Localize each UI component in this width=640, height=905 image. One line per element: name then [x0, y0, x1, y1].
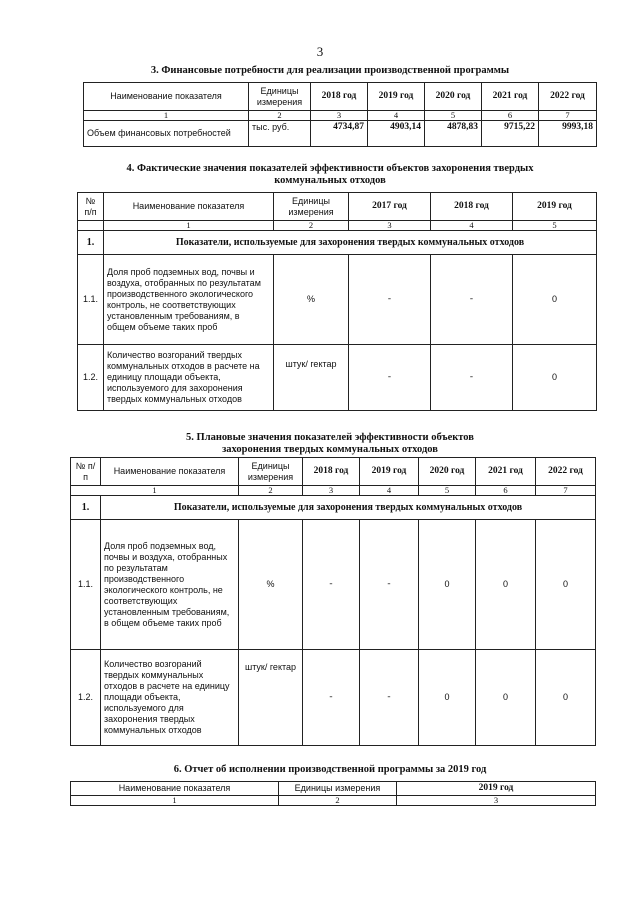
index-cell: 5 [425, 111, 482, 121]
value-cell: 0 [419, 650, 476, 746]
value-cell: - [360, 650, 419, 746]
index-cell: 5 [513, 221, 597, 231]
value-cell: - [360, 520, 419, 650]
index-cell: 1 [71, 796, 279, 806]
value-cell: 0 [536, 650, 596, 746]
row-unit: штук/ гектар [239, 650, 303, 746]
value-cell: 0 [513, 255, 597, 345]
index-cell: 6 [482, 111, 539, 121]
row-unit: тыс. руб. [249, 121, 311, 147]
header-name: Наименование показателя [84, 83, 249, 111]
row-number: 1.2. [71, 650, 101, 746]
index-cell: 1 [84, 111, 249, 121]
section-4-title-line1: 4. Фактические значения показателей эффективности объектов захоронения твердых [126, 163, 534, 174]
value-cell: 0 [513, 345, 597, 411]
index-cell: 2 [239, 486, 303, 496]
row-name: Количество возгораний твердых коммунальных отходов в расчете на единицу площади объекта, используемого для захоронения твердых коммунальных отходов [104, 345, 274, 411]
index-cell: 3 [303, 486, 360, 496]
section-3-title: 3. Финансовые потребности для реализации производственной программы [150, 65, 510, 76]
row-name: Объем финансовых потребностей [84, 121, 249, 147]
group-number: 1. [78, 231, 104, 255]
value-cell: - [303, 520, 360, 650]
header-year: 2018 год [431, 193, 513, 221]
header-year: 2021 год [476, 458, 536, 486]
index-cell: 3 [349, 221, 431, 231]
value-cell: 4878,83 [425, 121, 482, 147]
group-label: Показатели, используемые для захоронения твердых коммунальных отходов [101, 496, 596, 520]
header-year: 2021 год [482, 83, 539, 111]
header-year: 2017 год [349, 193, 431, 221]
index-cell: 6 [476, 486, 536, 496]
header-year: 2019 год [368, 83, 425, 111]
index-cell: 1 [71, 486, 239, 496]
index-cell: 1 [104, 221, 274, 231]
program-report-table [70, 781, 596, 806]
row-name: Количество возгораний твердых коммунальных отходов в расчете на единицу площади объекта, используемого для захоронения твердых коммунальных отходов [101, 650, 239, 746]
header-unit: Единицы измерения [274, 193, 349, 221]
value-cell: 0 [419, 520, 476, 650]
header-year: 2018 год [303, 458, 360, 486]
row-number: 1.1. [71, 520, 101, 650]
value-cell: 0 [536, 520, 596, 650]
row-name: Доля проб подземных вод, почвы и воздуха, отобранных по результатам производственного экологического контроль, не соответствующих установленным требованиям, в общем объеме таких проб [104, 255, 274, 345]
index-cell: 2 [274, 221, 349, 231]
value-cell: - [431, 345, 513, 411]
value-cell: - [349, 345, 431, 411]
section-5-title-line1: 5. Плановые значения показателей эффективности объектов [186, 432, 474, 443]
planned-indicators-table [70, 457, 596, 746]
header-unit: Единицы измерения [249, 83, 311, 111]
header-name: Наименование показателя [104, 193, 274, 221]
index-cell: 5 [419, 486, 476, 496]
header-year: 2022 год [536, 458, 596, 486]
header-year: 2019 год [513, 193, 597, 221]
header-year: 2018 год [311, 83, 368, 111]
financial-needs-table [83, 82, 597, 147]
value-cell: 4734,87 [311, 121, 368, 147]
header-year: 2020 год [419, 458, 476, 486]
value-cell: - [349, 255, 431, 345]
index-cell: 2 [279, 796, 397, 806]
header-name: Наименование показателя [71, 782, 279, 796]
index-cell: 4 [360, 486, 419, 496]
group-number: 1. [71, 496, 101, 520]
index-cell: 4 [431, 221, 513, 231]
value-cell: 0 [476, 650, 536, 746]
header-number: № п/п [78, 193, 104, 221]
page-number: 3 [316, 44, 324, 59]
row-unit: % [274, 255, 349, 345]
index-cell: 2 [249, 111, 311, 121]
index-cell: 7 [539, 111, 597, 121]
actual-indicators-table [77, 192, 597, 411]
header-year: 2019 год [397, 782, 596, 796]
value-cell: 0 [476, 520, 536, 650]
index-spacer [78, 221, 104, 231]
header-unit: Единицы измерения [279, 782, 397, 796]
row-name: Доля проб подземных вод, почвы и воздуха, отобранных по результатам производственного экологического контроль, не соответствующих установленным требованиям, в общем объеме таких проб [101, 520, 239, 650]
header-year: 2020 год [425, 83, 482, 111]
index-cell: 3 [311, 111, 368, 121]
value-cell: 9715,22 [482, 121, 539, 147]
row-unit: штук/ гектар [274, 345, 349, 411]
header-year: 2019 год [360, 458, 419, 486]
value-cell: - [303, 650, 360, 746]
group-label: Показатели, используемые для захоронения твердых коммунальных отходов [104, 231, 597, 255]
header-number: № п/п [71, 458, 101, 486]
section-6-title: 6. Отчет об исполнении производственной программы за 2019 год [173, 764, 487, 775]
header-year: 2022 год [539, 83, 597, 111]
row-number: 1.2. [78, 345, 104, 411]
index-cell: 3 [397, 796, 596, 806]
section-4-title-line2: коммунальных отходов [274, 175, 386, 186]
value-cell: 9993,18 [539, 121, 597, 147]
row-unit: % [239, 520, 303, 650]
index-cell: 4 [368, 111, 425, 121]
section-5-title-line2: захоронения твердых коммунальных отходов [222, 444, 438, 455]
header-name: Наименование показателя [101, 458, 239, 486]
value-cell: 4903,14 [368, 121, 425, 147]
row-number: 1.1. [78, 255, 104, 345]
value-cell: - [431, 255, 513, 345]
index-cell: 7 [536, 486, 596, 496]
header-unit: Единицы измерения [239, 458, 303, 486]
